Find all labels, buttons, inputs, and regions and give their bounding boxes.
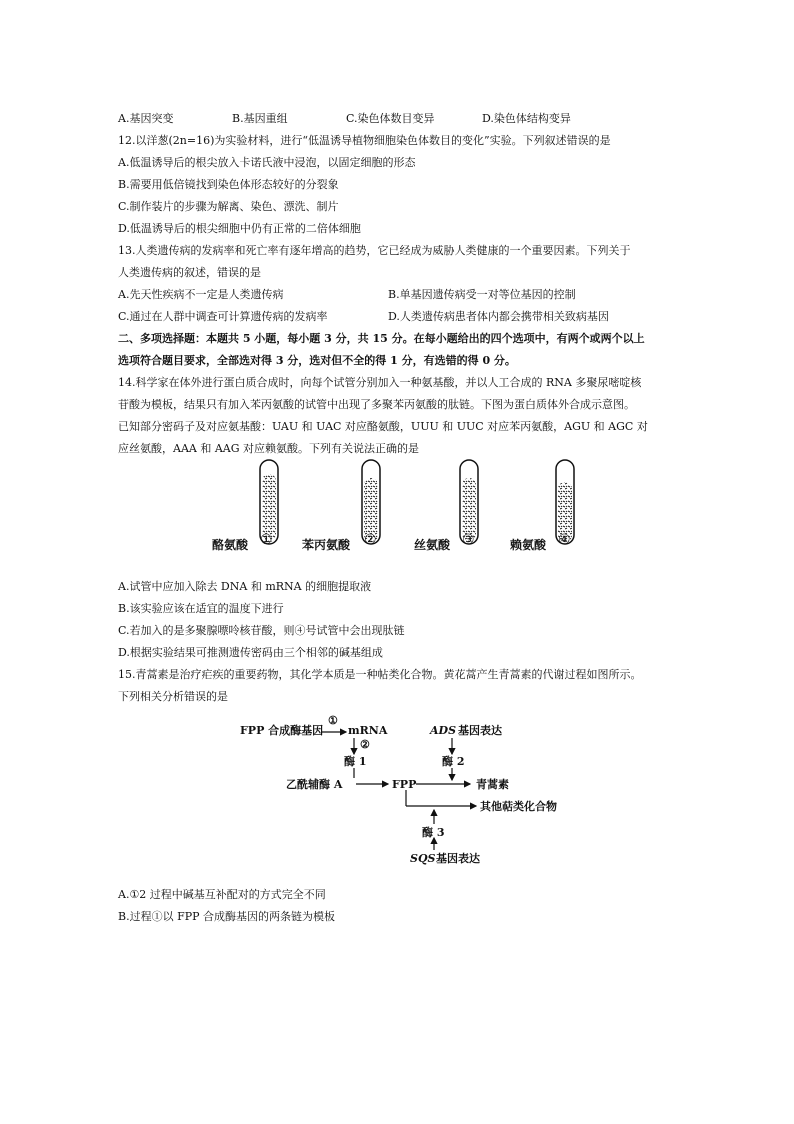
q15-stem-line-1: 15.青蒿素是治疗疟疾的重要药物，其化学本质是一种帖类化合物。黄花蒿产生青蒿素的代谢过程如图所示。	[118, 668, 642, 681]
tube-1-label: 酪氨酸	[212, 538, 249, 552]
q15-option-b: B.过程①以 FPP 合成酶基因的两条链为模板	[118, 910, 336, 923]
q14-stem-line-1: 14.科学家在体外进行蛋白质合成时，向每个试管分别加入一种氨基酸，并以人工合成的 RNA 多聚尿嘧啶核	[118, 376, 642, 389]
q14-stem-line-4: 应丝氨酸，AAA 和 AAG 对应赖氨酸。下列有关说法正确的是	[118, 442, 419, 455]
tube-2-number: ②	[364, 532, 377, 548]
q14-option-a: A.试管中应加入除去 DNA 和 mRNA 的细胞提取液	[118, 580, 372, 593]
section2-heading-line-1: 二、多项选择题：本题共 5 小题，每小题 3 分，共 15 分。在每小题给出的四个选项中，有两个或两个以上	[118, 332, 645, 345]
test-tube-figure	[210, 458, 590, 570]
q11-option-d: D.染色体结构变异	[482, 112, 571, 125]
tube-1-number: ①	[260, 532, 273, 548]
q15-stem-line-2: 下列相关分析错误的是	[118, 690, 228, 703]
q13-stem-line-1: 13.人类遗传病的发病率和死亡率有逐年增高的趋势，它已经成为威胁人类健康的一个重要因素。下列关于	[118, 244, 631, 257]
ads-gene-label: ADS	[430, 724, 457, 737]
q11-option-c: C.染色体数目变异	[346, 112, 435, 125]
sqs-expression-label: 基因表达	[436, 852, 480, 865]
ads-expression-label: 基因表达	[458, 724, 502, 737]
enzyme-1-label: 酶 1	[344, 755, 367, 768]
q11-option-a: A.基因突变	[118, 112, 174, 125]
q13-option-c: C.通过在人群中调查可计算遗传病的发病率	[118, 310, 328, 323]
q12-option-d: D.低温诱导后的根尖细胞中仍有正常的二倍体细胞	[118, 222, 361, 235]
q12-option-a: A.低温诱导后的根尖放入卡诺氏液中浸泡，以固定细胞的形态	[118, 156, 416, 169]
q14-option-b: B.该实验应该在适宜的温度下进行	[118, 602, 284, 615]
tube-3-number: ③	[462, 532, 475, 548]
mrna-label: mRNA	[348, 724, 388, 737]
tube-2-label: 苯丙氨酸	[302, 538, 351, 552]
q14-stem-line-3: 已知部分密码子及对应氨基酸：UAU 和 UAC 对应酪氨酸，UUU 和 UUC 对应苯丙氨酸，AGU 和 AGC 对	[118, 420, 648, 433]
section2-heading-line-2: 选项符合题目要求，全部选对得 3 分，选对但不全的得 1 分，有选错的得 0 分。	[118, 354, 516, 367]
tube-4-label: 赖氨酸	[510, 538, 547, 552]
q13-option-b: B.单基因遗传病受一对等位基因的控制	[388, 288, 576, 301]
q13-stem-line-2: 人类遗传病的叙述，错误的是	[118, 266, 261, 279]
enzyme-2-label: 酶 2	[442, 755, 465, 768]
fpp-label: FPP	[392, 778, 417, 791]
artemisinin-pathway-diagram	[230, 712, 560, 872]
q14-option-d: D.根据实验结果可推测遗传密码由三个相邻的碱基组成	[118, 646, 383, 659]
acetyl-coa-label: 乙酰辅酶 A	[286, 778, 343, 791]
tube-4-number: ④	[558, 532, 571, 548]
q15-option-a: A.①2 过程中碱基互补配对的方式完全不同	[118, 888, 326, 901]
enzyme-3-label: 酶 3	[422, 826, 445, 839]
sqs-gene-label: SQS	[410, 852, 436, 865]
other-terpenoids-label: 其他萜类化合物	[480, 800, 557, 813]
q13-option-a: A.先天性疾病不一定是人类遗传病	[118, 288, 284, 301]
artemisinin-label: 青蒿素	[476, 778, 509, 791]
q11-option-b: B.基因重组	[232, 112, 288, 125]
q14-stem-line-2: 苷酸为模板，结果只有加入苯丙氨酸的试管中出现了多聚苯丙氨酸的肽链。下图为蛋白质体外合成示意图。	[118, 398, 635, 411]
process-2-marker: ②	[360, 738, 370, 751]
process-1-marker: ①	[328, 714, 338, 727]
q13-option-d: D.人类遗传病患者体内都会携带相关致病基因	[388, 310, 609, 323]
q12-option-b: B.需要用低倍镜找到染色体形态较好的分裂象	[118, 178, 339, 191]
q14-option-c: C.若加入的是多聚腺嘌呤核苷酸，则④号试管中会出现肽链	[118, 624, 405, 637]
fpp-synthase-gene-label: FPP 合成酶基因	[240, 724, 324, 737]
q12-option-c: C.制作装片的步骤为解离、染色、漂洗、制片	[118, 200, 339, 213]
q12-stem: 12.以洋葱(2n=16)为实验材料，进行“低温诱导植物细胞染色体数目的变化”实验。下列叙述错误的是	[118, 134, 611, 147]
tube-3-label: 丝氨酸	[414, 538, 451, 552]
